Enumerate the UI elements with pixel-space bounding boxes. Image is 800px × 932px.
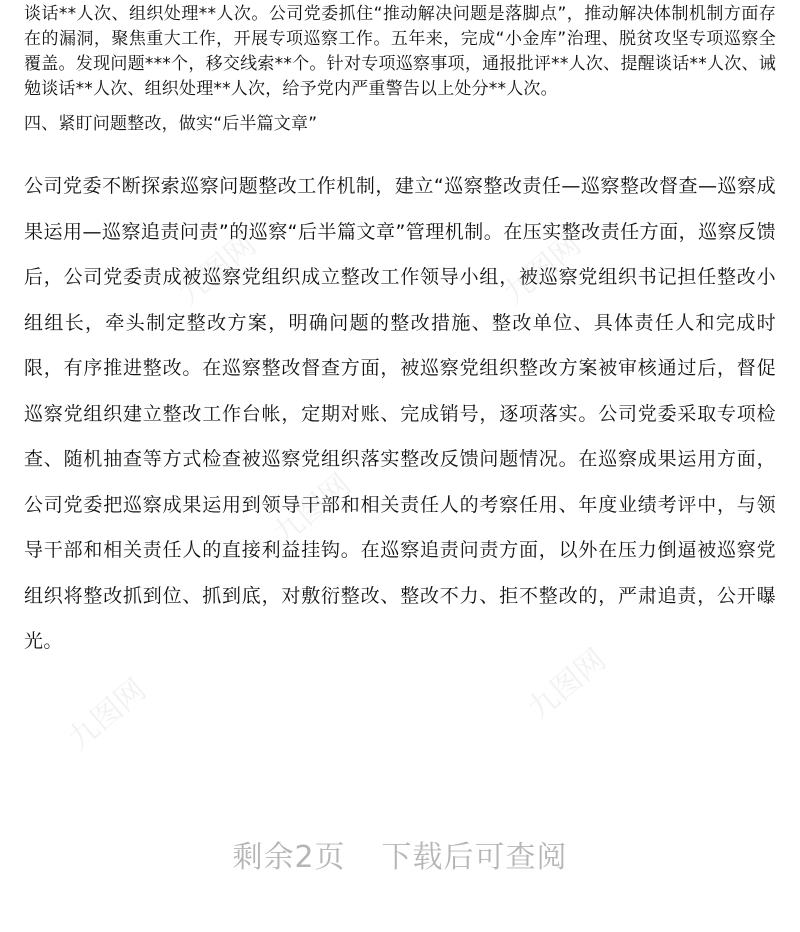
download-hint-text: 下载后可查阅 [381,840,568,875]
watermark: 九图网 [171,227,263,313]
section-heading: 四、紧盯问题整改，做实“后半篇文章” [24,114,318,134]
watermark: 九图网 [496,227,588,313]
remaining-pages-text: 剩余2页 [232,840,346,875]
main-paragraph: 公司党委不断探索巡察问题整改工作机制，建立“巡察整改责任—巡察整改督查—巡察成果运用—巡察追责问责”的巡察“后半篇文章”管理机制。在压实整改责任方面，巡察反馈后，公司党委责成被巡察党组织成立整改工作领导小组，被巡察党组织书记担任整改小组组长，牵头制定整改方案，明确问题的整改措施、整改单位、具体责任人和完成时限，有序推进整改。在巡察整改督查方面，被巡察党组织整改方案被审核通过后，督促巡察党组织建立整改工作台帐，定期对账、完成销号，逐项落实。公司党委采取专项检查、随机抽查等方式检查被巡察党组织落实整改反馈问题情况。在巡察成果运用方面，公司党委把巡察成果运用到领导干部和相关责任人的考察任用、年度业绩考评中，与领导干部和相关责任人的直接利益挂钩。在巡察追责问责方面，以外在压力倒逼被巡察党组织将整改抓到位、抓到底，对敷衍整改、整改不力、拒不整改的，严肃追责，公开曝光。 [24,175,776,652]
remaining-pages-banner[interactable] [0,832,800,876]
watermark: 九图网 [266,467,358,553]
watermark: 九图网 [61,672,153,758]
top-paragraph: 谈话**人次、组织处理**人次。公司党委抓住“推动解决问题是落脚点”，推动解决体制机制方面存在的漏洞，聚焦重大工作，开展专项巡察工作。五年来，完成“小金库”治理、脱贫攻坚专项巡察全覆盖。发现问题***个，移交线索**个。针对专项巡察事项，通报批评**人次、提醒谈话**人次、诫勉谈话**人次、组织处理**人次，给予党内严重警告以上处分**人次。 [24,4,776,99]
watermark: 九图网 [521,642,613,728]
